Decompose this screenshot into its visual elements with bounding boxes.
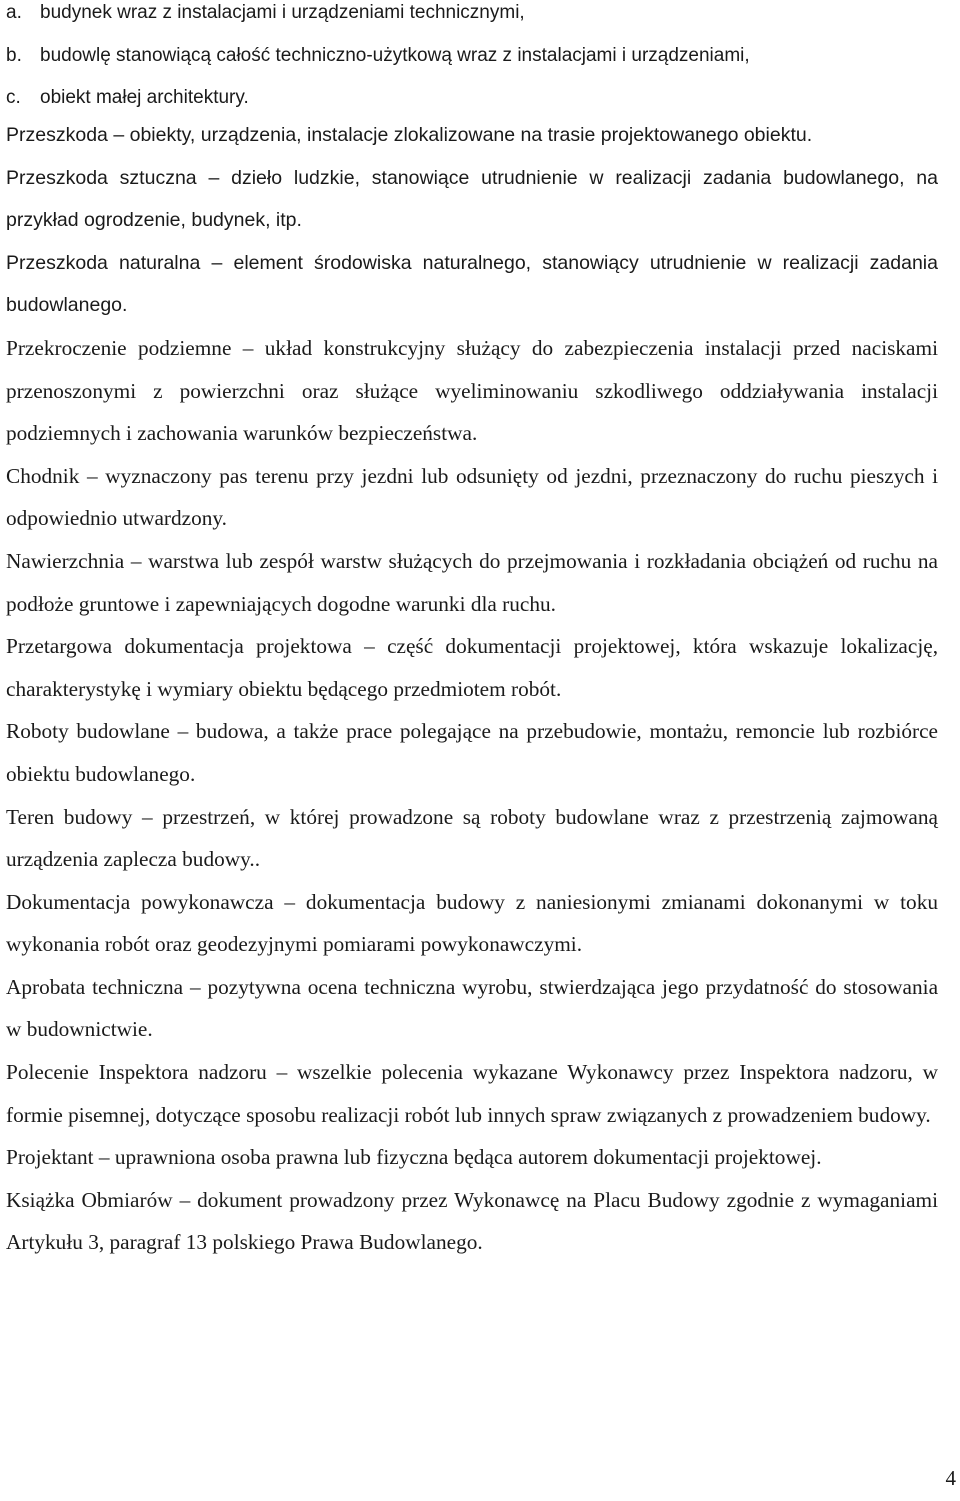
definitions [6, 114, 938, 1264]
definition-body: pozytywna ocena techniczna wyrobu, stwierdzająca jego przydatność do stosowania w budownictwie. [6, 974, 939, 1042]
definition-term: Projektant [6, 1145, 94, 1170]
definition-dash: – [364, 634, 375, 659]
definition-teren-budowy [6, 796, 938, 881]
definition-dash: – [242, 335, 254, 360]
list-item-text: budynek wraz z instalacjami i urządzeniami technicznymi, [40, 2, 525, 23]
definition-dash: – [130, 548, 142, 573]
definition-term: Przetargowa dokumentacja projektowa [6, 634, 352, 659]
definition-przeszkoda-naturalna [6, 242, 938, 327]
definition-term: Roboty budowlane [6, 719, 170, 744]
list-item-text: budowlę stanowiącą całość techniczno-użytkową wraz z instalacjami i urządzeniami, [40, 44, 750, 66]
definition-dash: – [284, 889, 296, 914]
definition-body: uprawniona osoba prawna lub fizyczna będąca autorem dokumentacji projektowej. [114, 1145, 822, 1170]
definition-term: Chodnik [6, 463, 80, 488]
definition-body: układ konstrukcyjny służący do zabezpieczenia instalacji przed naciskami przenoszonymi z powierzchni oraz służące wyeliminowaniu szkodliwego oddziaływania instalacji podziemnych i zachowania warunków bezpieczeństwa. [6, 335, 938, 446]
definition-chodnik [6, 455, 938, 540]
definition-dash: – [208, 166, 220, 189]
definition-dokumentacja-powykonawcza [6, 881, 938, 966]
definition-body: wyznaczony pas terenu przy jezdni lub odsunięty od jezdni, przeznaczony do ruchu pieszych i odpowiednio utwardzony. [6, 463, 938, 531]
object-type-list [6, 0, 938, 108]
definition-term: Dokumentacja powykonawcza [6, 889, 274, 914]
definition-body: część dokumentacji projektowej, która wskazuje lokalizację, charakterystykę i wymiary obiektu będącego przedmiotem robót. [6, 634, 939, 701]
definition-dash: – [113, 124, 125, 146]
definition-body: dzieło ludzkie, stanowiące utrudnienie w realizacji zadania budowlanego, na przykład ogrodzenie, budynek, itp. [6, 166, 939, 232]
definition-dash: – [86, 463, 98, 488]
definition-term: Przeszkoda [6, 124, 108, 146]
definition-term: Przeszkoda naturalna [6, 251, 201, 274]
definition-term: Teren budowy [6, 804, 133, 829]
definition-term: Przeszkoda sztuczna [6, 166, 197, 189]
definition-dash: – [142, 804, 153, 829]
list-item-text: obiekt małej architektury. [40, 87, 249, 108]
definition-body: przestrzeń, w której prowadzone są roboty budowlane wraz z przestrzenią zajmowaną urządzenia zaplecza budowy.. [6, 804, 938, 872]
definition-projektant [6, 1136, 938, 1179]
definition-przeszkoda [6, 114, 938, 157]
document-page [6, 0, 938, 1264]
definition-body: obiekty, urządzenia, instalacje zlokalizowane na trasie projektowanego obiektu. [129, 124, 813, 146]
definition-body: warstwa lub zespół warstw służących do przejmowania i rozkładania obciążeń od ruchu na podłoże gruntowe i zapewniających dogodne warunki dla ruchu. [6, 548, 938, 616]
page-number: 4 [945, 1466, 956, 1490]
list-item [6, 45, 938, 66]
definition-dash: – [177, 719, 189, 744]
definition-body: element środowiska naturalnego, stanowiący utrudnienie w realizacji zadania budowlanego. [6, 251, 938, 317]
definition-term: Polecenie Inspektora nadzoru [6, 1060, 267, 1085]
definition-ksiazka-obmiarow [6, 1179, 938, 1264]
definition-term: Przekroczenie podziemne [6, 335, 232, 360]
definition-roboty-budowlane [6, 710, 938, 795]
list-item [6, 2, 938, 23]
definition-term: Książka Obmiarów [6, 1187, 173, 1212]
definition-body: budowa, a także prace polegające na przebudowie, montażu, remoncie lub rozbiórce obiektu budowlanego. [6, 719, 939, 786]
definition-przekroczenie-podziemne [6, 327, 938, 455]
definition-przetargowa-dokumentacja [6, 625, 938, 710]
definition-dash: – [98, 1145, 110, 1170]
definition-dash: – [179, 1187, 191, 1212]
definition-polecenie-inspektora [6, 1051, 938, 1136]
definition-dash: – [211, 251, 223, 274]
definition-body: dokumentacja budowy z naniesionymi zmianami dokonanymi w toku wykonania robót oraz geodezyjnymi pomiarami powykonawczymi. [6, 889, 938, 957]
list-marker: a. [6, 2, 22, 23]
list-marker: b. [6, 44, 22, 66]
definition-term: Aprobata techniczna [6, 974, 184, 999]
definition-term: Nawierzchnia [6, 548, 125, 573]
definition-body: wszelkie polecenia wykazane Wykonawcy przez Inspektora nadzoru, w formie pisemnej, dotyczące sposobu realizacji robót lub innych spraw związanych z prowadzeniem budowy. [6, 1060, 938, 1127]
list-item [6, 87, 938, 108]
definition-dash: – [276, 1060, 288, 1085]
definition-dash: – [189, 974, 201, 999]
definition-przeszkoda-sztuczna [6, 157, 938, 242]
definition-aprobata-techniczna [6, 966, 938, 1051]
definition-nawierzchnia [6, 540, 938, 625]
list-marker: c. [6, 87, 21, 108]
definition-body: dokument prowadzony przez Wykonawcę na Placu Budowy zgodnie z wymaganiami Artykułu 3, paragraf 13 polskiego Prawa Budowlanego. [6, 1187, 939, 1255]
